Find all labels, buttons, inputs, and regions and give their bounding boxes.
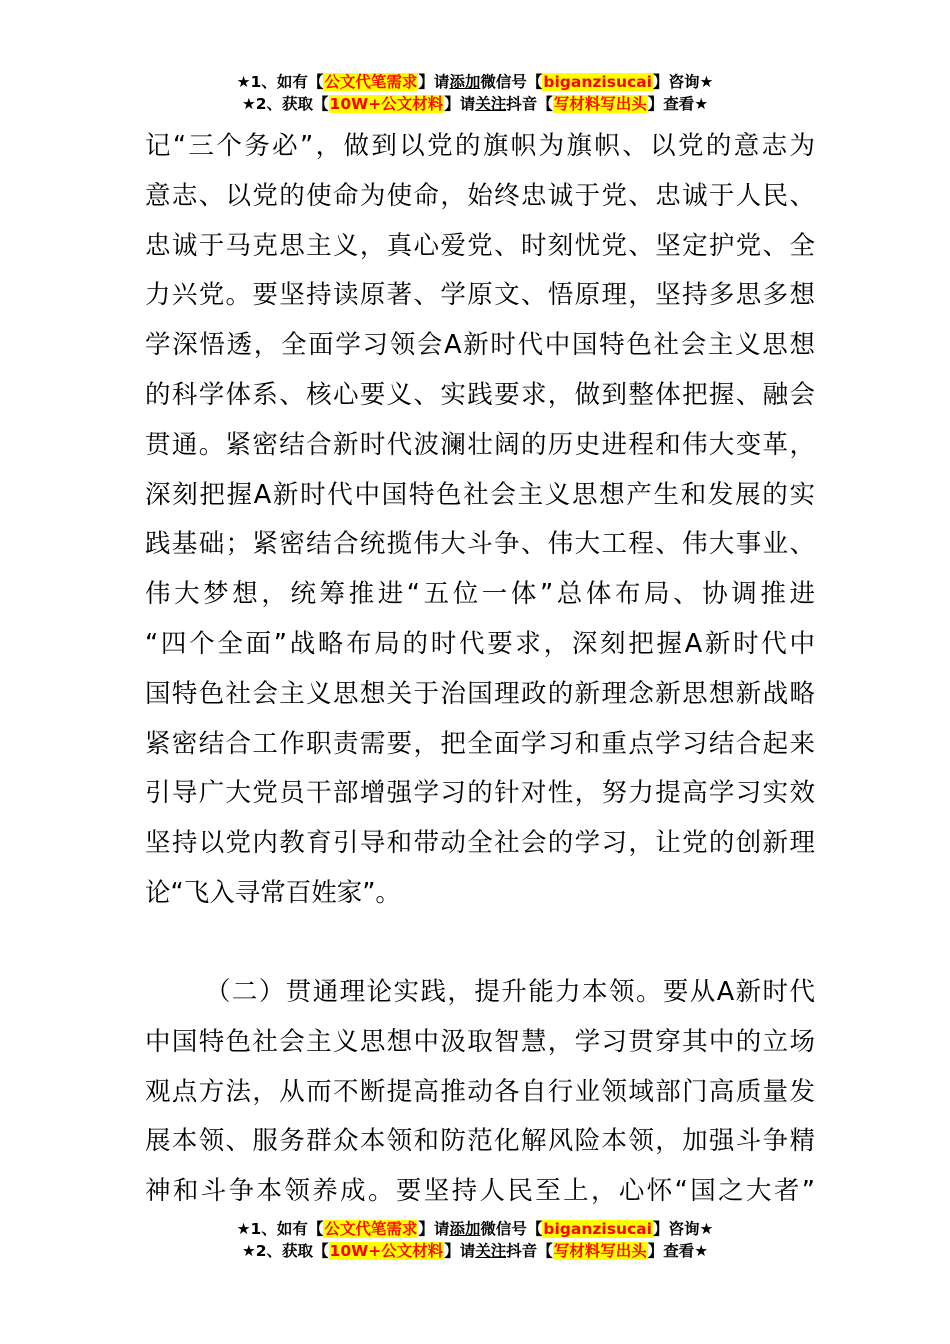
text-line: 学深悟透，全面学习领会A新时代中国特色社会主义思想: [145, 330, 815, 361]
text-line: 论“飞入寻常百姓家”。: [145, 877, 401, 908]
banner-line-2: [0, 93, 950, 115]
text-line: 的科学体系、核心要义、实践要求，做到整体把握、融会: [145, 379, 815, 410]
banner-highlight: 写材料写出头: [553, 95, 647, 113]
banner-text: ★2、获取【: [241, 1242, 329, 1260]
banner-text: 】请: [444, 95, 476, 113]
banner-text: 微信号【: [480, 1220, 543, 1238]
text-line: 展本领、服务群众本领和防范化解风险本领，加强斗争精: [145, 1126, 815, 1157]
banner-text: 】请: [444, 1242, 476, 1260]
text-line: 紧密结合工作职责需要，把全面学习和重点学习结合起来: [145, 728, 815, 759]
banner-highlight: 10W+公文材料: [329, 95, 444, 113]
banner-text: 微信号【: [480, 73, 543, 91]
paragraph-2: [145, 968, 815, 1217]
banner-highlight: biganzisucai: [543, 73, 652, 91]
text-line: 贯通。紧密结合新时代波澜壮阔的历史进程和伟大变革，: [145, 429, 815, 460]
banner-text: 】请: [418, 73, 450, 91]
banner-text: 抖音【: [506, 1242, 553, 1260]
text-line: 意志、以党的使命为使命，始终忠诚于党、忠诚于人民、: [145, 180, 815, 211]
text-line: 国特色社会主义思想关于治国理政的新理念新思想新战略: [145, 678, 815, 709]
text-line: 记“三个务必”，做到以党的旗帜为旗帜、以党的意志为: [145, 131, 815, 161]
banner-line-1: [0, 1218, 950, 1240]
header-banner: [0, 71, 950, 115]
banner-line-1: [0, 71, 950, 93]
banner-emphasis: 添加: [449, 73, 481, 91]
banner-text: ★1、如有【: [236, 73, 324, 91]
paragraph-1: [145, 122, 815, 919]
text-line: 中国特色社会主义思想中汲取智慧，学习贯穿其中的立场: [145, 1026, 815, 1057]
text-line: “四个全面”战略布局的时代要求，深刻把握A新时代中: [145, 628, 815, 659]
text-line: 神和斗争本领养成。要坚持人民至上，心怀“国之大者”: [145, 1176, 815, 1207]
banner-line-2: [0, 1240, 950, 1262]
banner-highlight: 公文代笔需求: [324, 73, 418, 91]
banner-text: 】咨询★: [652, 1220, 714, 1238]
banner-highlight: 写材料写出头: [553, 1242, 647, 1260]
banner-text: 】查看★: [647, 95, 709, 113]
text-line: 引导广大党员干部增强学习的针对性，努力提高学习实效: [145, 778, 815, 809]
banner-text: ★1、如有【: [236, 1220, 324, 1238]
banner-highlight: 公文代笔需求: [324, 1220, 418, 1238]
text-line: 力兴党。要坚持读原著、学原文、悟原理，坚持多思多想: [145, 280, 815, 311]
banner-text: 抖音【: [506, 95, 553, 113]
footer-banner: [0, 1218, 950, 1262]
text-line: 伟大梦想，统筹推进“五位一体”总体布局、协调推进: [145, 579, 815, 610]
banner-text: 】请: [418, 1220, 450, 1238]
text-line: （二）贯通理论实践，提升能力本领。要从A新时代: [205, 977, 815, 1007]
banner-text: 】咨询★: [652, 73, 714, 91]
text-line: 忠诚于马克思主义，真心爱党、时刻忧党、坚定护党、全: [145, 230, 815, 261]
banner-text: ★2、获取【: [241, 95, 329, 113]
banner-emphasis: 关注: [475, 1242, 507, 1260]
text-line: 践基础；紧密结合统揽伟大斗争、伟大工程、伟大事业、: [145, 529, 815, 560]
banner-emphasis: 关注: [475, 95, 507, 113]
banner-text: 】查看★: [647, 1242, 709, 1260]
banner-highlight: 10W+公文材料: [329, 1242, 444, 1260]
text-line: 深刻把握A新时代中国特色社会主义思想产生和发展的实: [145, 479, 815, 510]
banner-emphasis: 添加: [449, 1220, 481, 1238]
banner-highlight: biganzisucai: [543, 1220, 652, 1238]
text-line: 坚持以党内教育引导和带动全社会的学习，让党的创新理: [145, 828, 815, 859]
text-line: 观点方法，从而不断提高推动各自行业领域部门高质量发: [145, 1076, 815, 1107]
